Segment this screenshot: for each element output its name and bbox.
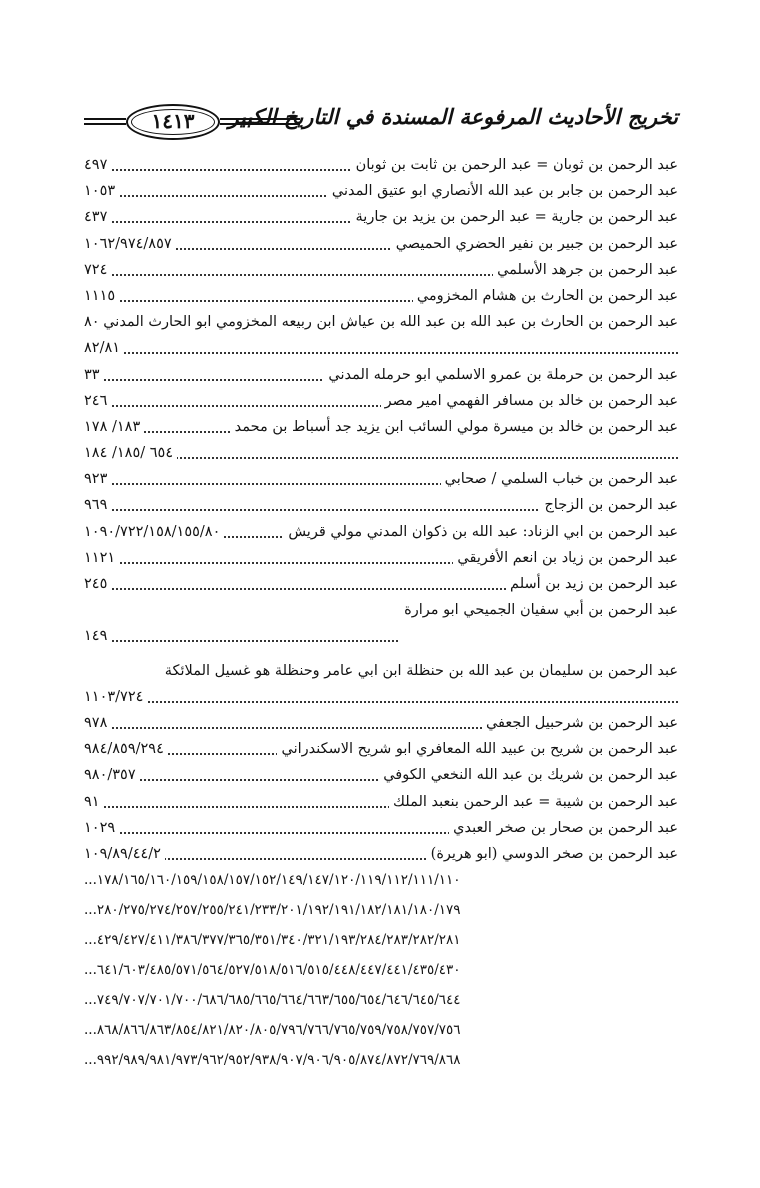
dot-leader: [84, 701, 678, 703]
index-entry: [84, 712, 678, 738]
index-entry-continuation: [84, 869, 678, 899]
entry-refs: ٤٢٩/٤٢٧/٤١١/٣٨٦/٣٧٧/٣٦٥/٣٥١/٣٤٠/٣٢١/١٩٣/٢٨٤/٢٨٣/٢٨٢/٢٨١...: [84, 932, 465, 948]
entry-refs: ٨٢/٨١: [84, 340, 124, 356]
entry-refs: ٦٤١/٦٠٣/٤٨٥/٥٧١/٥٦٤/٥٢٧/٥١٨/٥١٦/٥١٥/٤٤٨/٤٤٧/٤٤١/٤٣٥/٤٣٠...: [84, 962, 465, 978]
index-entry-continuation: [84, 959, 678, 989]
entry-refs: ١٠٢٩: [84, 820, 119, 836]
entry-name: عبد الرحمن بن الحارث بن هشام المخزومي: [413, 288, 678, 304]
page-title: تخريج الأحاديث المرفوعة المسندة في التاريخ الكبير: [228, 104, 678, 129]
entry-name: عبد الرحمن بن جرهد الأسلمي: [493, 262, 678, 278]
index-entry: [84, 180, 678, 206]
index-entry-continuation: [84, 1049, 678, 1079]
entry-name: عبد الرحمن بن جبير بن نفير الحضري الحميصي: [392, 236, 678, 252]
index-entry: [84, 660, 678, 686]
entry-name: عبد الرحمن بن شريك بن عبد الله النخعي الكوفي: [379, 767, 678, 783]
entry-refs: ٨٠: [84, 314, 104, 330]
entry-name: عبد الرحمن بن خباب السلمي / صحابي: [441, 471, 678, 487]
index-entry: [84, 416, 678, 442]
entry-refs: ١١٠٣/٧٢٤: [84, 689, 147, 705]
header-rule-left: [84, 118, 126, 126]
dot-leader: [84, 352, 678, 354]
index-entry: [84, 494, 678, 520]
entry-refs: ٩٨٤/٨٥٩/٢٩٤: [84, 741, 168, 757]
entry-name: عبد الرحمن بن ابي الزناد: عبد الله بن ذكوان المدني مولي قريش: [284, 524, 678, 540]
entry-refs: ٣٣: [84, 367, 104, 383]
entry-name: عبد الرحمن بن الزجاج: [540, 497, 678, 513]
index-entry: [84, 390, 678, 416]
index-entry: [84, 364, 678, 390]
index-entry-continuation: [84, 899, 678, 929]
entry-refs: ٢٤٦: [84, 393, 111, 409]
entry-name: عبد الرحمن بن خالد بن مسافر الفهمي امير مصر: [381, 393, 678, 409]
entry-refs: ٩٦٩: [84, 497, 111, 513]
entry-refs: ١٠٥٣: [84, 183, 119, 199]
entry-refs: ١٧٨/١٦٥/١٦٠/١٥٩/١٥٨/١٥٧/١٥٢/١٤٩/١٤٧/١٢٠/١١٩/١١٢/١١١/١١٠...: [84, 872, 465, 888]
entry-name: عبد الرحمن بن زيد بن أسلم: [506, 576, 678, 592]
entry-refs: ٩٢٣: [84, 471, 111, 487]
entry-refs: ٧٤٩/٧٠٧/٧٠١/٧٠٠/٦٨٦/٦٨٥/٦٦٥/٦٦٤/٦٦٣/٦٥٥/٦٥٤/٦٤٦/٦٤٥/٦٤٤...: [84, 992, 465, 1008]
index-entry-continuation: [84, 442, 678, 468]
index-entry-continuation: [84, 625, 678, 651]
entry-refs: ٢٤٥: [84, 576, 111, 592]
entry-refs: ٩٩٢/٩٨٩/٩٨١/٩٧٣/٩٦٢/٩٥٢/٩٣٨/٩٠٧/٩٠٦/٩٠٥/٨٧٤/٨٧٢/٧٦٩/٨٦٨...: [84, 1052, 465, 1068]
entry-name: عبد الرحمن بن أبي سفيان الجميحي ابو مرارة: [400, 602, 678, 618]
dot-leader: [84, 640, 398, 642]
entry-refs: ١٤٩: [84, 628, 111, 644]
entry-name: عبد الرحمن بن صحار بن صخر العبدي: [449, 820, 678, 836]
index-entry: [84, 206, 678, 232]
entry-name: عبد الرحمن بن خالد بن ميسرة مولي السائب ابن يزيد جد أسباط بن محمد: [231, 419, 678, 435]
index-entry: [84, 311, 678, 337]
index-entry: [84, 764, 678, 790]
index-entry: [84, 154, 678, 180]
entry-name: عبد الرحمن بن صخر الدوسي (ابو هريرة): [427, 846, 678, 862]
index-entry: [84, 547, 678, 573]
entry-refs: ١١١٥: [84, 288, 119, 304]
entry-refs: ٤٣٧: [84, 209, 111, 225]
entry-name: عبد الرحمن بن شرحبيل الجعفي: [482, 715, 678, 731]
index-entry: [84, 817, 678, 843]
entry-name: عبد الرحمن بن شريح بن عبيد الله المعافري ابو شريح الاسكندراني: [277, 741, 678, 757]
index-entry-continuation: [84, 1019, 678, 1049]
entry-refs: ١١٢١: [84, 550, 119, 566]
entry-name: عبد الرحمن بن شيبة = عبد الرحمن بنعبد الملك: [389, 794, 678, 810]
entry-refs: ٢٨٠/٢٧٥/٢٧٤/٢٥٧/٢٥٥/٢٤١/٢٣٣/٢٠١/١٩٢/١٩١/١٨٢/١٨١/١٨٠/١٧٩...: [84, 902, 465, 918]
entry-name: عبد الرحمن بن الحارث بن عبد الله بن عبد الله بن عياش ابن ربيعه المخزومي ابو الحارث المدني: [99, 314, 678, 330]
index-entry-continuation: [84, 686, 678, 712]
entry-refs: ٩١: [84, 794, 104, 810]
index-entry: [84, 259, 678, 285]
index-entry-continuation: [84, 929, 678, 959]
entry-refs: ٦٥٤ /١٨٥/ ١٨٤: [84, 445, 177, 461]
entry-refs: ١٠٦٢/٩٧٤/٨٥٧: [84, 236, 176, 252]
index-entry: [84, 285, 678, 311]
index-entry-continuation: [84, 337, 678, 363]
index-entry: [84, 738, 678, 764]
index-entry: [84, 573, 678, 599]
index-entry: [84, 599, 678, 625]
index-entry: [84, 791, 678, 817]
entry-refs: ٧٢٤: [84, 262, 111, 278]
entry-name: عبد الرحمن بن جارية = عبد الرحمن بن يزيد بن جارية: [352, 209, 678, 225]
index-list: [84, 154, 678, 1079]
index-entry-continuation: [84, 989, 678, 1019]
page-number: ١٤١٣: [126, 104, 220, 140]
entry-refs: ١٠٩/٨٩/٤٤/٢: [84, 846, 165, 862]
index-entry: [84, 521, 678, 547]
entry-name: عبد الرحمن بن زياد بن انعم الأفريقي: [453, 550, 678, 566]
entry-refs: ٩٨٠/٣٥٧: [84, 767, 140, 783]
entry-refs: ٨٦٨/٨٦٦/٨٦٣/٨٥٤/٨٢١/٨٢٠/٨٠٥/٧٩٦/٧٦٦/٧٦٥/٧٥٩/٧٥٨/٧٥٧/٧٥٦...: [84, 1022, 465, 1038]
page-header: [84, 98, 678, 150]
entry-name: عبد الرحمن بن جابر بن عبد الله الأنصاري ابو عتيق المدني: [328, 183, 678, 199]
entry-name: عبد الرحمن بن سليمان بن عبد الله بن حنظلة ابن ابي عامر وحنظلة هو غسيل الملائكة: [161, 663, 678, 679]
entry-refs: ١٨٣/ ١٧٨: [84, 419, 144, 435]
entry-name: عبد الرحمن بن حرملة بن عمرو الاسلمي ابو حرمله المدني: [324, 367, 678, 383]
entry-name: عبد الرحمن بن ثوبان = عبد الرحمن بن ثابت بن ثوبان: [352, 157, 678, 173]
index-entry: [84, 233, 678, 259]
index-entry: [84, 843, 678, 869]
entry-refs: ٩٧٨: [84, 715, 111, 731]
entry-refs: ١٠٩٠/٧٢٢/١٥٨/١٥٥/٨٠: [84, 524, 224, 540]
entry-refs: ٤٩٧: [84, 157, 111, 173]
index-entry: [84, 468, 678, 494]
